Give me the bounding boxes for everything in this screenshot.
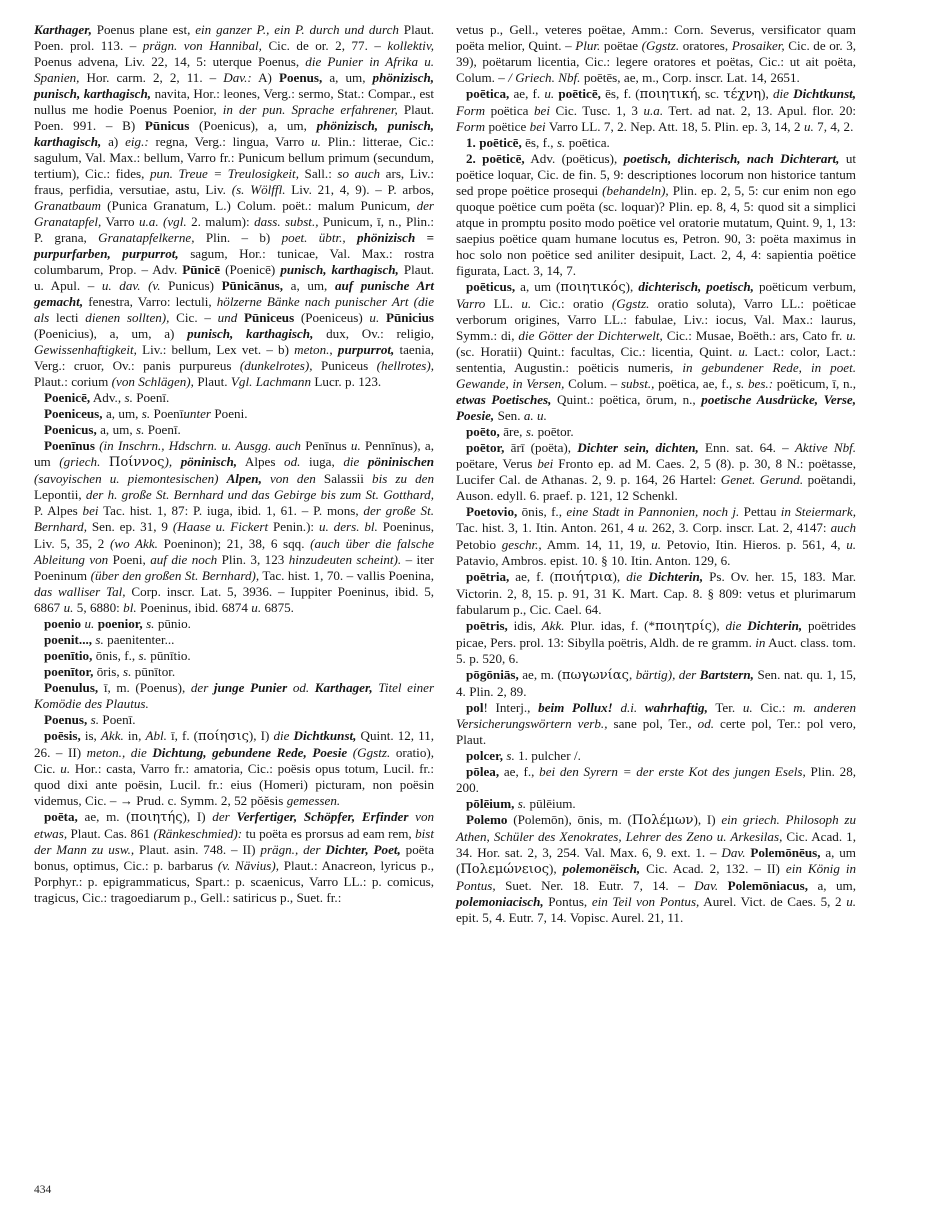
dictionary-entry: Poeniceus, a, um, s. Poenīunter Poeni. — [44, 406, 248, 422]
dictionary-entry: poēticus, a, um (ποιητικός), dichterisch, poetisch, poëticum verbum, Varro LL. u. Cic.: oratio (Ggstz. oratio soluta), Varro LL.: poëticae verborum origines, Varro LL.: fabulae, Liv.: iocus, Val. Max.: laurus, Symm.: di, die Götter der Dichterwelt, Cic.: Musae, Boëth.: ars, Cato fr. u. (sc. Horatii) Quint.: facultas, Cic.: licentia, Quint. u. Lact.: color, Lact.: sententia, Augustin.: poëticis numeris, in gebundener Rede, in poet. Gewande, in Versen, Colum. – subst., poëtica, ae, f., s. bes.: poëticum, ī, n., etwas Poetisches, Quint.: poëtica, ōrum, n., poetische Ausdrücke, Verse, Poesie, Sen. a. u. — [456, 279, 857, 424]
dictionary-entry: Poenicē, Adv., s. Poenī. — [44, 390, 170, 406]
dictionary-entry: Poenulus, ī, m. (Poenus), der junge Punier od. Karthager, Titel einer Komödie des Plautus. — [34, 679, 435, 711]
dictionary-entry: poenio u. poenior, s. pūnio. — [44, 615, 191, 631]
page-number: 434 — [34, 1184, 52, 1196]
dictionary-entry: poētor, ārī (poëta), Dichter sein, dichten, Enn. sat. 64. – Aktive Nbf. poëtare, Verus bei Fronto ep. ad M. Caes. 2, 5 (8). p. 30, 8 N.: poëtasse, Lucifer Cal. de Athanas. 2, 9. p. 164, 26 Hartel: Genet. Gerund. poëtandi, Auson. edyll. 6. praef. p. 121, 12 Schenkl. — [456, 440, 857, 504]
dictionary-entry: pōlea, ae, f., bei den Syrern = der erste Kot des jungen Esels, Plin. 28, 200. — [456, 763, 857, 795]
right-text-column — [456, 22, 856, 1167]
dictionary-entry: polcer, s. 1. pulcher /. — [466, 747, 581, 763]
dictionary-entry: poētris, idis, Akk. Plur. idas, f. (*ποιητρίς), die Dichterin, poëtrides picae, Pers. prol. 13: Sibylla poëtris, Aldh. de re gramm. in Auct. class. tom. 5. p. 520, 6. — [456, 617, 857, 666]
dictionary-entry: poenītor, ōris, s. pūnītor. — [44, 663, 176, 679]
dictionary-entry: poētica, ae, f. u. poēticē, ēs, f. (ποιητική, sc. τέχνη), die Dichtkunst, Form poëtica bei Cic. Tusc. 1, 3 u.a. Tert. ad nat. 2, 13. Apul. flor. 20: Form poëtice bei Varro LL. 7, 2. Nep. Att. 18, 5. Plin. ep. 3, 14, 2 u. 7, 4, 2. — [456, 86, 857, 135]
dictionary-entry: Polemo (Polemōn), ōnis, m. (Πολέμων), I) ein griech. Philosoph zu Athen, Schüler des Xenokrates, Lehrer des Zeno u. Arkesilas, Cic. Acad. 1, 34. Hor. sat. 2, 3, 254. Val. Max. 6, 9. ext. 1. – Dav. Polemōnēus, a, um (Πολεμώνειος), polemonëisch, Cic. Acad. 2, 132. – II) ein König in Pontus, Suet. Ner. 18. Eutr. 7, 14. – Dav. Polemōniacus, a, um, polemoniacisch, Pontus, ein Teil von Pontus, Aurel. Vict. de Caes. 5, 2 u. epit. 5, 4. Eutr. 7, 14. Vopisc. Aurel. 21, 11. — [456, 811, 857, 925]
dictionary-entry: poēto, āre, s. poētor. — [466, 424, 574, 440]
left-text-column — [34, 22, 434, 1167]
dictionary-entry: vetus p., Gell., veteres poëtae, Amm.: Corn. Severus, versificator quam poëta melior, Quint. – Plur. poëtae (Ggstz. oratores, Prosaiker, Cic. de or. 3, 39), poëtarum licentia, Cic.: legere oratores et poëtas, Cic.: ut ait poëta, Colum. – / Griech. Nbf. poētēs, ae, m., Corp. inscr. Lat. 14, 2651. — [456, 22, 857, 86]
two-column-text-body — [34, 22, 901, 1167]
dictionary-entry: poēta, ae, m. (ποιητής), I) der Verfertiger, Schöpfer, Erfinder von etwas, Plaut. Cas. 861 (Ränkeschmied): tu poëta es prorsus ad eam rem, bist der Mann zu usw., Plaut. asin. 748. – II) prägn., der Dichter, Poet, poëta bonus, optimus, Cic.: p. barbarus (v. Nävius), Plaut.: Anacreon, lyricus p., Porphyr.: p. epigrammaticus, Spart.: p. scaenicus, Varro LL.: p. comicus, tragicus, Cic.: tragoediarum p., Gell.: satiricus p., Suet. fr.: — [34, 808, 435, 905]
dictionary-entry: 2. poēticē, Adv. (poëticus), poetisch, dichterisch, nach Dichterart, ut poëtice loquar, Cic. de fin. 5, 9: descriptiones locorum non historice tantum sed prope poëtice prosequi (behandeln), Plin. ep. 2, 5, 5: cur enim non ego quoque poëtice cum poëta (sc. loquar)? Plin. ep. 8, 4, 5: quod sit a simplici atque in promptu posito modo poëtice vel oratorie mutatum, Quint. 9, 1, 13: saepius poëtice quam humane locutus es, Petron. 90, 3: poëta maximus in hoc solo non poëtice sed aniliter desipuit, Lact. 2, 4, 4: sapientia poëtice figurata, Lact. 3, 14, 7. — [456, 151, 857, 279]
dictionary-entry: Poenīnus (in Inschrn., Hdschrn. u. Ausgg. auch Penīnus u. Pennīnus), a, um (griech. Ποίννος), pöninisch, Alpes od. iuga, die pöninischen (savoyischen u. piemontesischen) Alpen, von den Salassii bis zu den Lepontii, der h. große St. Bernhard und das Gebirge bis zum St. Gotthard, P. Alpes bei Tac. hist. 1, 87: P. iuga, ibid. 1, 61. – P. mons, der große St. Bernhard, Sen. ep. 31, 9 (Haase u. Fickert Penin.): u. ders. bl. Poeninus, Liv. 5, 35, 2 (wo Akk. Poeninon); 21, 38, 6 sqq. (auch über die falsche Ableitung von Poeni, auf die noch Plin. 3, 123 hinzudeuten scheint). – iter Poeninum (über den großen St. Bernhard), Tac. hist. 1, 70. – vallis Poenina, das walliser Tal, Corp. inscr. Lat. 5, 3936. – Iuppiter Poeninus, ibid. 5, 6867 u. 5, 6880: bl. Poeninus, ibid. 6874 u. 6875. — [34, 438, 435, 615]
dictionary-entry: poenit..., s. paenitenter... — [44, 631, 175, 647]
dictionary-entry: poenītio, ōnis, f., s. pūnītio. — [44, 647, 191, 663]
dictionary-entry: Karthager, Poenus plane est, ein ganzer P., ein P. durch und durch Plaut. Poen. prol. 113. – prägn. von Hannibal, Cic. de or. 2, 77. – kollektiv, Poenus advena, Liv. 22, 14, 5: uterque Poenus, die Punier in Afrika u. Spanien, Hor. carm. 2, 2, 11. – Dav.: A) Poenus, a, um, phönizisch, punisch, karthagisch, navita, Hor.: leones, Verg.: sermo, Stat.: Compar., est nullus me hodie Poenus Poenior, in der pun. Sprache erfahrener, Plaut. Poen. 991. – B) Pūnicus (Poenicus), a, um, phönizisch, punisch, karthagisch, a) eig.: regna, Verg.: lingua, Varro u. Plin.: litterae, Cic.: sagulum, Val. Max.: bellum, Varro fr.: Punicum bellum primum (secundum, tertium), Cic.: fides, pun. Treue = Treulosigkeit, Sall.: so auch ars, Liv.: fraus, perfidia, versutiae, astu, Liv. (s. Wölffl. Liv. 21, 4, 9). – P. arbos, Granatbaum (Punica Granatum, L.) Colum. poët.: malum Punicum, der Granatapfel, Varro u.a. (vgl. 2. malum): dass. subst., Punicum, ī, n., Plin.: P. grana, Granatapfelkerne, Plin. – b) poet. übtr., phönizisch = purpurfarben, purpurrot, sagum, Hor.: tunicae, Val. Max.: rostra columbarum, Prop. – Adv. Pūnicē (Poenicē) punisch, karthagisch, Plaut. u. Apul. – u. dav. (v. Punicus) Pūnicānus, a, um, auf punische Art gemacht, fenestra, Varro: lectuli, hölzerne Bänke nach punischer Art (die als lecti dienen sollten), Cic. – und Pūniceus (Poeniceus) u. Pūnicius (Poenicius), a, um, a) punisch, karthagisch, dux, Ov.: religio, Gewissenhaftigkeit, Liv.: bellum, Lex vet. – b) meton., purpurrot, taenia, Verg.: cruor, Ov.: panis purpureus (dunkelrotes), Puniceus (hellrotes), Plaut.: corium (von Schlägen), Plaut. Vgl. Lachmann Lucr. p. 123. — [34, 22, 435, 390]
dictionary-entry: Poetovio, ōnis, f., eine Stadt in Pannonien, noch j. Pettau in Steiermark, Tac. hist. 3, 1. Itin. Anton. 261, 4 u. 262, 3. Corp. inscr. Lat. 2, 4147: auch Petobio geschr., Amm. 14, 11, 19, u. Petovio, Itin. Hieros. p. 561, 4, u. Patavio, Ambros. epist. 10. § 10. Itin. Anton. 129, 6. — [456, 504, 857, 568]
dictionary-entry: Poenicus, a, um, s. Poenī. — [44, 422, 181, 438]
dictionary-entry: pōgōniās, ae, m. (πωγωνίας, bärtig), der Bartstern, Sen. nat. qu. 1, 15, 4. Plin. 2, 89. — [456, 666, 857, 699]
dictionary-entry: 1. poēticē, ēs, f., s. poētica. — [466, 135, 610, 151]
dictionary-entry: poētria, ae, f. (ποιήτρια), die Dichterin, Ps. Ov. her. 15, 183. Mar. Victorin. 2, 8, 15. p. 91, 31 K. Mart. Cap. 8. § 809: vetus et plurimarum fabularum p., Cic. Cael. 64. — [456, 568, 857, 617]
dictionary-entry: poēsis, is, Akk. in, Abl. ī, f. (ποίησις), I) die Dichtkunst, Quint. 12, 11, 26. – II) meton., die Dichtung, gebundene Rede, Poesie (Ggstz. oratio), Cic. u. Hor.: casta, Varro fr.: amatoria, Cic.: poësis opus totum, Lucil. fr.: quod dixi ante poësin, Lucil. fr.: eius (Homeri) picturam, non poësin videmus, Cic. – → Prud. c. Symm. 2, 52 pŏĕsis gemessen. — [34, 727, 435, 808]
dictionary-entry: Poenus, s. Poenī. — [44, 711, 136, 727]
dictionary-entry: pōlēium, s. pūlēium. — [466, 795, 576, 811]
dictionary-entry: pol! Interj., beim Pollux! d.i. wahrhaftig, Ter. u. Cic.: m. anderen Versicherungswörtern verb., sane pol, Ter., od. certe pol, Ter.: pol vero, Plaut. — [456, 699, 857, 747]
